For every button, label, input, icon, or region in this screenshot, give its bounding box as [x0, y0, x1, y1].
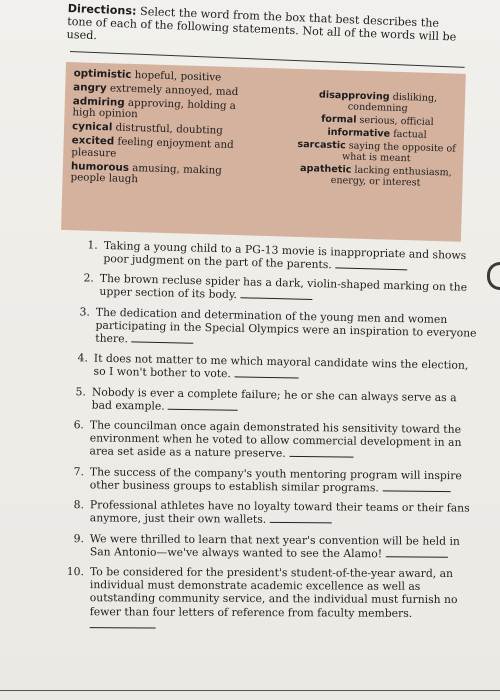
question-text: To be considered for the president's student-of-the-year award, an individual must demonstrate academic excellence as well as outstanding community service, and the individual must furnish no fewer than four letters of reference from faculty members.: [89, 565, 458, 620]
question-number: 10.: [66, 565, 84, 579]
question-text: The dedication and determination of the young men and women participating in the Special Olympics were an inspiration to everyone there.: [95, 305, 477, 346]
question-number: 7.: [73, 465, 84, 479]
question-6: [58, 418, 478, 463]
question-text: Nobody is ever a complete failure; he or she can always serve as a bad example.: [91, 385, 457, 413]
question-number: 4.: [77, 351, 88, 365]
word-box-right-column: [290, 89, 463, 192]
word-box-left-column: [70, 68, 253, 191]
answer-blank-3[interactable]: [131, 333, 193, 344]
answer-blank-9[interactable]: [386, 547, 448, 557]
question-number: 3.: [79, 305, 90, 319]
answer-blank-5[interactable]: [168, 400, 238, 411]
question-text: Taking a young child to a PG-13 movie is inappropriate and shows poor judgment on the part of the parents.: [103, 238, 467, 272]
directions: [66, 2, 467, 57]
answer-blank-8[interactable]: [270, 513, 332, 524]
word-informative: informative factual: [327, 126, 427, 141]
question-number: 5.: [75, 385, 86, 399]
question-9: [58, 532, 478, 561]
directions-label: Directions:: [67, 2, 137, 18]
answer-blank-1[interactable]: [335, 259, 407, 271]
page-edge-mark: [487, 262, 500, 290]
question-8: [58, 498, 478, 528]
question-text: We were thrilled to learn that next year's convention will be held in San Antonio—we've always wanted to see the Alamo!: [89, 531, 460, 561]
question-text: The success of the company's youth mentoring program will inspire other business groups to establish similar programs.: [89, 465, 462, 495]
question-number: 2.: [83, 271, 94, 286]
question-5: [60, 385, 478, 418]
question-number: 8.: [73, 498, 84, 512]
bottom-rule: [0, 690, 500, 691]
word-admiring: admiring approving, holding a high opinion: [72, 94, 237, 121]
question-number: 6.: [73, 418, 84, 432]
directions-text: Select the word from the box that best describes the tone of each of the following statements. Not all of the words will be used.: [66, 4, 457, 44]
word-excited: excited feeling enjoyment and pleasure: [71, 134, 234, 160]
answer-blank-10[interactable]: [90, 618, 156, 628]
word-cynical: cynical distrustful, doubting: [71, 120, 223, 137]
word-disapproving: disapproving disliking, condemning: [318, 89, 438, 115]
word-apathetic: apathetic lacking enthusiasm, energy, or interest: [299, 162, 452, 189]
word-humorous: humorous amusing, making people laugh: [70, 159, 222, 186]
question-text: The councilman once again demonstrated his sensitivity toward the environment when he voted to allow commercial development in an area set aside as a nature preserve.: [89, 418, 462, 461]
word-optimistic: optimistic hopeful, positive: [73, 67, 222, 84]
answer-blank-4[interactable]: [234, 368, 298, 379]
word-formal: formal serious, official: [321, 113, 434, 128]
question-text: The brown recluse spider has a dark, violin-shaped marking on the upper section of its body.: [99, 272, 468, 302]
question-number: 1.: [87, 238, 98, 252]
question-text: It does not matter to me which mayoral candidate wins the election, so I won't bother to vote.: [93, 352, 469, 381]
question-4: [61, 351, 477, 385]
answer-blank-2[interactable]: [240, 289, 312, 301]
question-number: 9.: [73, 531, 84, 545]
question-text: Professional athletes have no loyalty toward their teams or their fans anymore, just their own wallets.: [89, 498, 470, 527]
question-1: [71, 238, 472, 276]
question-3: [63, 305, 478, 353]
word-box: [61, 62, 466, 242]
question-list: [58, 238, 478, 638]
answer-blank-6[interactable]: [289, 447, 353, 458]
question-7: [58, 465, 478, 496]
answer-blank-7[interactable]: [382, 481, 450, 492]
word-sarcastic: sarcastic saying the opposite of what is meant: [297, 138, 456, 165]
word-angry: angry extremely annoyed, mad: [73, 81, 239, 98]
question-2: [67, 271, 478, 307]
question-10: [58, 565, 478, 633]
